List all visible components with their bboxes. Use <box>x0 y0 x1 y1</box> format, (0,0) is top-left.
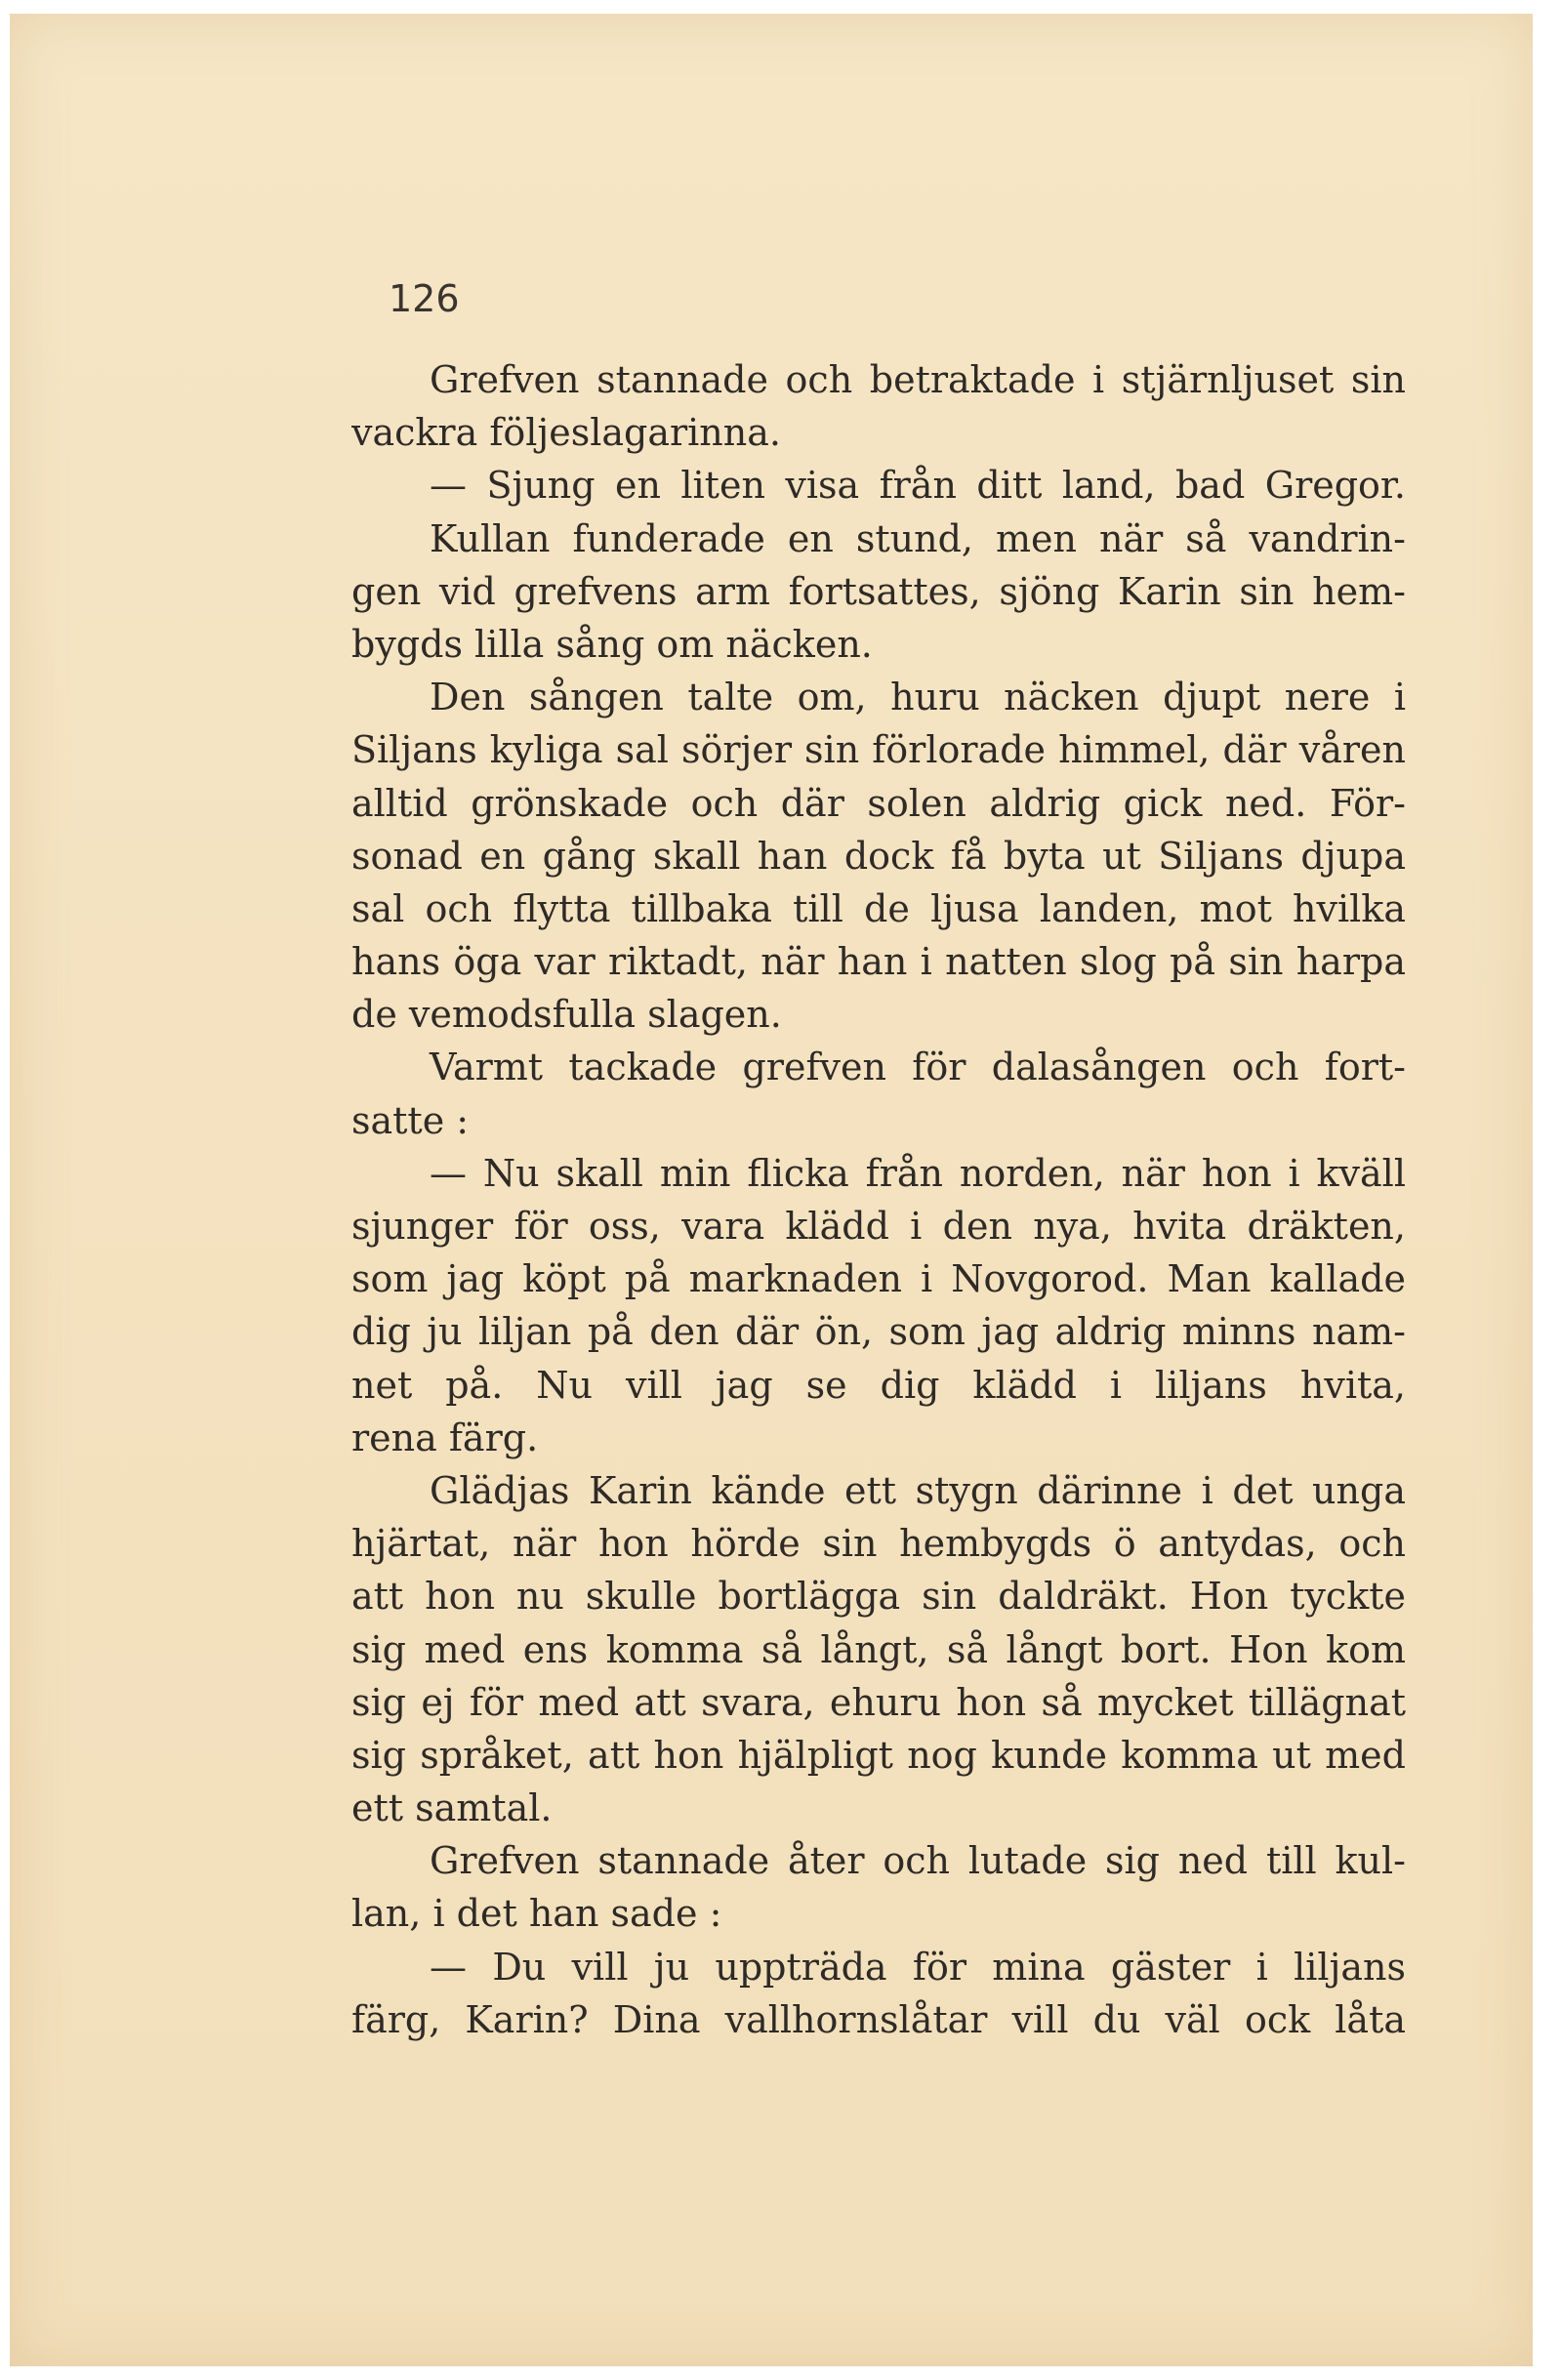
text-line: alltid grönskade och där solen aldrig gick ned. För- <box>351 781 1406 825</box>
text-line: Grefven stannade åter och lutade sig ned till kul- <box>430 1839 1406 1883</box>
book-page <box>10 14 1533 2366</box>
page-number: 126 <box>389 277 460 320</box>
body-text <box>351 353 1406 2046</box>
text-line: sig ej för med att svara, ehuru hon så mycket tillägnat <box>351 1680 1406 1724</box>
text-line: sonad en gång skall han dock få byta ut Siljans djupa <box>351 834 1406 878</box>
text-line: lan, i det han sade : <box>351 1892 722 1936</box>
text-line: bygds lilla sång om näcken. <box>351 622 873 666</box>
text-line: net på. Nu vill jag se dig klädd i liljans hvita, <box>351 1363 1406 1407</box>
text-line: sig språket, att hon hjälpligt nog kunde komma ut med <box>351 1733 1406 1777</box>
text-line: Siljans kyliga sal sörjer sin förlorade himmel, där våren <box>351 728 1406 772</box>
text-line: gen vid grefvens arm fortsattes, sjöng Karin sin hem- <box>351 569 1406 613</box>
text-line: Glädjas Karin kände ett stygn därinne i det unga <box>430 1468 1406 1512</box>
text-line: — Nu skall min flicka från norden, när hon i kväll <box>430 1151 1406 1195</box>
text-line: som jag köpt på marknaden i Novgorod. Man kallade <box>351 1257 1406 1301</box>
text-line: Varmt tackade grefven för dalasången och fort- <box>430 1046 1406 1089</box>
text-line: vackra följeslagarinna. <box>351 411 781 455</box>
text-line: att hon nu skulle bortlägga sin daldräkt. Hon tyckte <box>351 1575 1406 1619</box>
text-line: rena färg. <box>351 1416 539 1459</box>
text-line: Kullan funderade en stund, men när så vandrin- <box>430 516 1406 560</box>
text-line: hans öga var riktadt, när han i natten slog på sin harpa <box>351 940 1406 984</box>
text-line: sig med ens komma så långt, så långt bort. Hon kom <box>351 1627 1406 1671</box>
text-line: hjärtat, när hon hörde sin hembygds ö antydas, och <box>351 1522 1406 1566</box>
text-line: satte : <box>351 1098 470 1142</box>
text-line: dig ju liljan på den där ön, som jag aldrig minns nam- <box>351 1310 1406 1354</box>
text-line: — Sjung en liten visa från ditt land, bad Gregor. <box>430 464 1406 508</box>
text-line: Den sången talte om, huru näcken djupt nere i <box>430 676 1406 719</box>
text-line: sjunger för oss, vara klädd i den nya, hvita dräkten, <box>351 1205 1406 1248</box>
text-line: färg, Karin? Dina vallhornslåtar vill du väl ock låta <box>351 1997 1406 2041</box>
text-line: Grefven stannade och betraktade i stjärnljuset sin <box>430 358 1406 401</box>
text-line: ett samtal. <box>351 1786 553 1830</box>
text-line: de vemodsfulla slagen. <box>351 993 782 1037</box>
text-line: sal och flytta tillbaka till de ljusa landen, mot hvilka <box>351 886 1406 930</box>
text-line: — Du vill ju uppträda för mina gäster i liljans <box>430 1945 1406 1989</box>
